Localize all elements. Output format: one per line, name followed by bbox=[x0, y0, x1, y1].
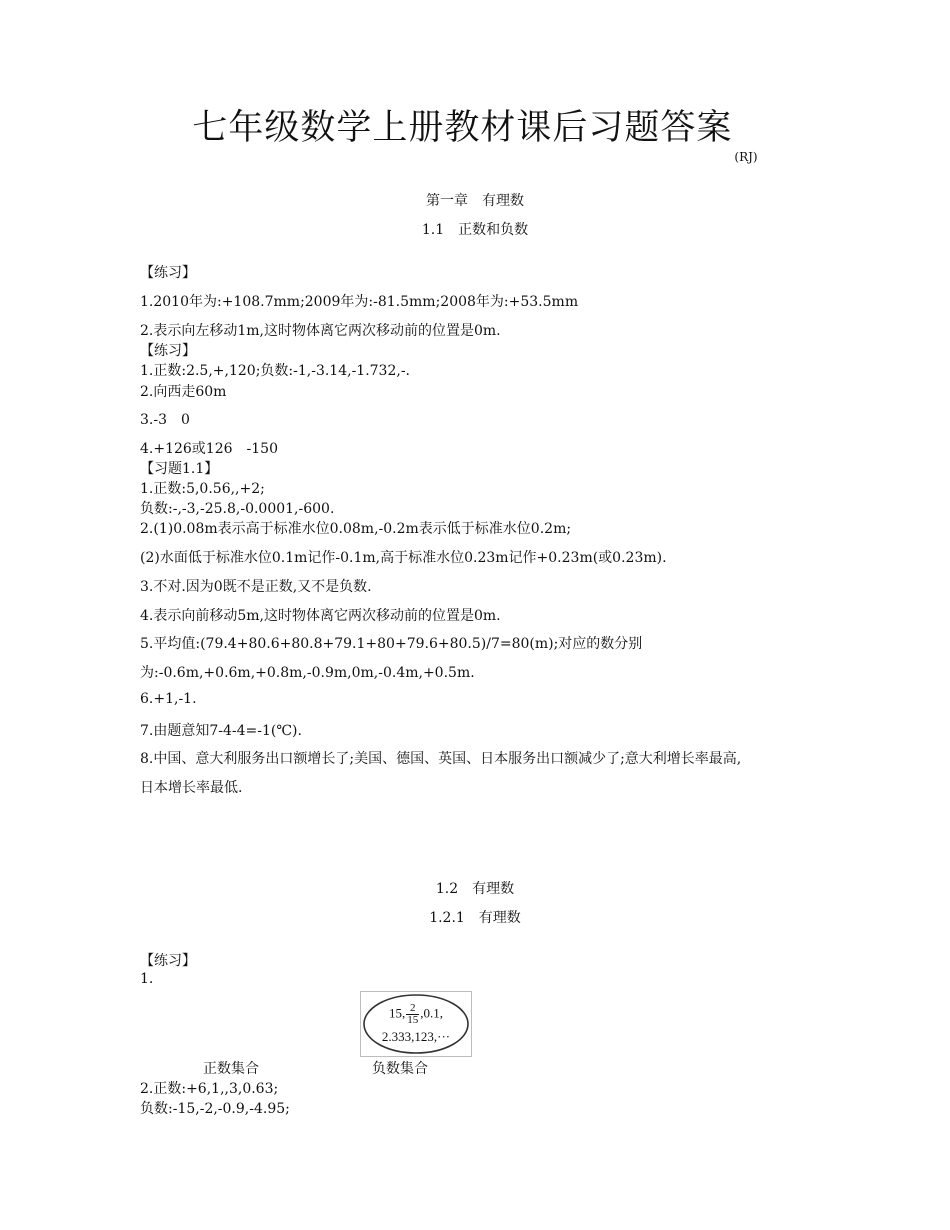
answer-line: 4.+126或126 -150 bbox=[140, 441, 278, 457]
answer-line: 2.(1)0.08m表示高于标准水位0.08m,-0.2m表示低于标准水位0.2m; bbox=[140, 521, 572, 537]
answer-line: 2.表示向左移动1m,这时物体离它两次移动前的位置是0m. bbox=[140, 323, 501, 339]
answer-line: 1.2010年为:+108.7mm;2009年为:-81.5mm;2008年为:+53.5mm bbox=[140, 294, 579, 310]
answer-line: 6.+1,-1. bbox=[140, 691, 197, 707]
set-member-text: ,0.1, bbox=[420, 1005, 443, 1021]
answer-line: 5.平均值:(79.4+80.6+80.8+79.1+80+79.6+80.5)/7=80(m);对应的数分别 bbox=[140, 636, 643, 652]
chapter-heading: 第一章 有理数 bbox=[426, 193, 524, 209]
positive-set-label: 正数集合 bbox=[203, 1061, 259, 1077]
fraction bbox=[406, 1003, 419, 1026]
negative-set-label: 负数集合 bbox=[372, 1061, 428, 1077]
practice-heading: 【练习】 bbox=[140, 953, 196, 969]
answer-line: 为:-0.6m,+0.6m,+0.8m,-0.9m,0m,-0.4m,+0.5m. bbox=[140, 665, 475, 681]
set-member-text: 15, bbox=[389, 1005, 406, 1021]
practice-heading: 【练习】 bbox=[140, 265, 196, 281]
document-title bbox=[0, 100, 950, 164]
answer-line: 4.表示向前移动5m,这时物体离它两次移动前的位置是0m. bbox=[140, 608, 501, 624]
answer-line: 1. bbox=[140, 971, 154, 987]
title-suffix: (RJ) bbox=[734, 150, 758, 164]
set-members-line-2: 2.333,123,··· bbox=[381, 1029, 451, 1044]
answer-line: 2.正数:+6,1,,3,0.63; bbox=[140, 1081, 279, 1097]
practice-heading: 【练习】 bbox=[140, 343, 196, 359]
answer-line: 负数:-,-3,-25.8,-0.0001,-600. bbox=[140, 501, 335, 517]
section-heading-1-2: 1.2 有理数 bbox=[435, 881, 515, 897]
set-members-line-1 bbox=[361, 1003, 471, 1026]
section-heading-1-1: 1.1 正数和负数 bbox=[421, 222, 529, 238]
answer-line: 日本增长率最低. bbox=[140, 780, 243, 796]
section-heading-1-2-1: 1.2.1 有理数 bbox=[429, 910, 521, 926]
answer-line: 3.-3 0 bbox=[140, 412, 190, 428]
answer-line: 3.不对.因为0既不是正数,又不是负数. bbox=[140, 579, 372, 595]
answer-line: 2.向西走60m bbox=[140, 384, 227, 400]
answer-line: 1.正数:5,0.56,,+2; bbox=[140, 481, 265, 497]
answer-line: 7.由题意知7-4-4=-1(℃). bbox=[140, 723, 302, 739]
positive-set-diagram bbox=[360, 991, 472, 1057]
title-text: 七年级数学上册教材课后习题答案 bbox=[192, 108, 733, 148]
exercise-heading: 【习题1.1】 bbox=[140, 461, 219, 477]
answer-line: 8.中国、意大利服务出口额增长了;美国、德国、英国、日本服务出口额减少了;意大利增长率最高, bbox=[140, 751, 742, 767]
answer-line: 1.正数:2.5,+,120;负数:-1,-3.14,-1.732,-. bbox=[140, 363, 411, 379]
fraction-numerator: 2 bbox=[406, 1003, 419, 1015]
fraction-denominator: 15 bbox=[407, 1014, 419, 1026]
answer-line: 负数:-15,-2,-0.9,-4.95; bbox=[140, 1101, 290, 1117]
answer-line: (2)水面低于标准水位0.1m记作-0.1m,高于标准水位0.23m记作+0.23m(或0.23m). bbox=[140, 550, 667, 566]
